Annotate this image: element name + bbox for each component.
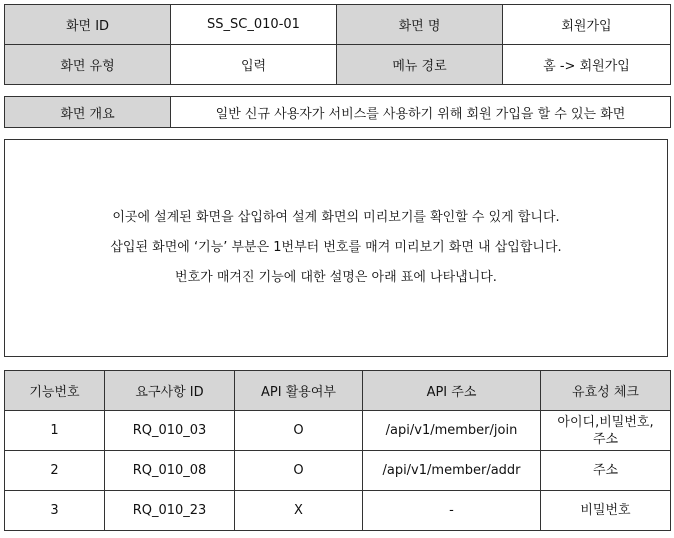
- validation-cell: 주소: [541, 451, 671, 491]
- screen-preview-area: [4, 139, 668, 357]
- api-used-cell: X: [235, 491, 363, 531]
- table-row: [5, 491, 671, 531]
- meta-row: [5, 5, 671, 45]
- col-header-api-used: API 활용여부: [235, 371, 363, 411]
- validation-cell: 비밀번호: [541, 491, 671, 531]
- meta-row: [5, 45, 671, 85]
- requirement-id-cell: RQ_010_03: [105, 411, 235, 451]
- col-header-requirement-id: 요구사항 ID: [105, 371, 235, 411]
- screen-type-value: 입력: [171, 45, 337, 85]
- screen-name-value: 회원가입: [503, 5, 671, 45]
- api-used-cell: O: [235, 411, 363, 451]
- screen-id-value: SS_SC_010-01: [171, 5, 337, 45]
- preview-line: 이곳에 설계된 화면을 삽입하여 설계 화면의 미리보기를 확인할 수 있게 합니다.: [112, 210, 560, 225]
- validation-cell: 아이디,비밀번호, 주소: [541, 411, 671, 451]
- api-used-cell: O: [235, 451, 363, 491]
- menu-path-label: 메뉴 경로: [337, 45, 503, 85]
- function-table: [4, 370, 671, 531]
- requirement-id-cell: RQ_010_23: [105, 491, 235, 531]
- overview-label: 화면 개요: [5, 97, 171, 128]
- col-header-function-no: 기능번호: [5, 371, 105, 411]
- function-table-header: [5, 371, 671, 411]
- menu-path-value: 홈 -> 회원가입: [503, 45, 671, 85]
- screen-name-label: 화면 명: [337, 5, 503, 45]
- preview-line: 번호가 매겨진 기능에 대한 설명은 아래 표에 나타냅니다.: [175, 270, 497, 285]
- col-header-validation: 유효성 체크: [541, 371, 671, 411]
- requirement-id-cell: RQ_010_08: [105, 451, 235, 491]
- preview-line: 삽입된 화면에 ‘기능’ 부분은 1번부터 번호를 매겨 미리보기 화면 내 삽입합니다.: [110, 240, 562, 255]
- screen-type-label: 화면 유형: [5, 45, 171, 85]
- screen-meta-table: [4, 4, 671, 85]
- function-no-cell: 1: [5, 411, 105, 451]
- overview-text: 일반 신규 사용자가 서비스를 사용하기 위해 회원 가입을 할 수 있는 화면: [171, 97, 671, 128]
- function-no-cell: 2: [5, 451, 105, 491]
- api-address-cell: /api/v1/member/addr: [363, 451, 541, 491]
- screen-id-label: 화면 ID: [5, 5, 171, 45]
- table-row: [5, 451, 671, 491]
- function-no-cell: 3: [5, 491, 105, 531]
- overview-row: [5, 97, 671, 128]
- api-address-cell: /api/v1/member/join: [363, 411, 541, 451]
- col-header-api-address: API 주소: [363, 371, 541, 411]
- table-row: [5, 411, 671, 451]
- screen-overview-table: [4, 96, 671, 128]
- api-address-cell: -: [363, 491, 541, 531]
